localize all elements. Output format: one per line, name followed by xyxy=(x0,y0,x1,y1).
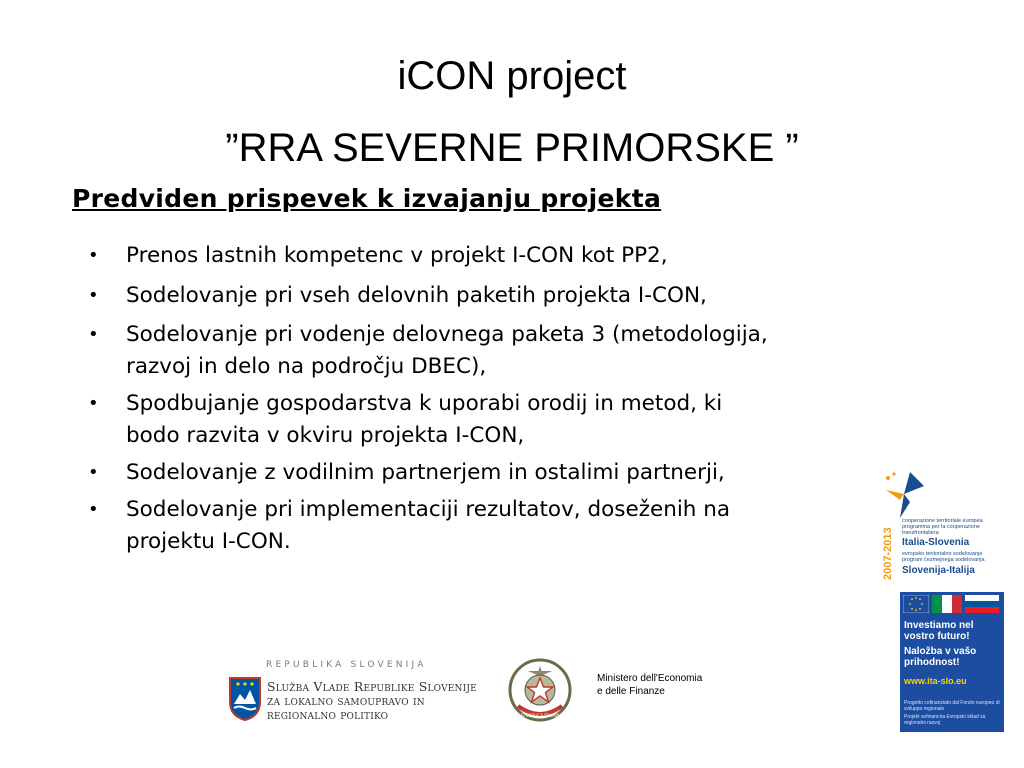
coop-line3: transfrontaliera xyxy=(902,530,939,536)
coop-text-italian xyxy=(902,518,998,536)
mef-line1: Ministero dell'Economia xyxy=(597,673,703,684)
bullet-text: Sodelovanje z vodilnim partnerjem in ostalimi partnerji, xyxy=(126,460,725,485)
eu-slogan-it-2: vostro futuro! xyxy=(904,631,970,642)
eu-cofinance-sl: Projekt sofinancira Evropski sklad za regionalni razvoj xyxy=(904,714,986,726)
programme-years xyxy=(882,524,896,580)
coop-line2: programma per la cooperazione xyxy=(902,524,980,530)
bullet-item xyxy=(88,319,778,383)
eu-slogan-it-1: Investiamo nel xyxy=(904,620,974,631)
page-title: iCON project xyxy=(397,54,627,98)
bullet-icon: • xyxy=(88,324,99,345)
bullet-icon: • xyxy=(88,462,99,483)
coop-slovenija-italija: Slovenija-Italija xyxy=(902,565,975,576)
page-title-line2: ”RRA SEVERNE PRIMORSKE ” xyxy=(225,126,799,170)
eu-slogan-sl-2: prihodnost! xyxy=(904,657,960,668)
bullet-text: Sodelovanje pri implementaciji rezultatov, doseženih na projektu I-CON. xyxy=(126,497,731,554)
programme-years-text: 2007-2013 xyxy=(882,527,894,580)
coop-italia-slovenia: Italia-Slovenia xyxy=(902,537,970,548)
svlr-logo-text xyxy=(267,680,477,722)
republika-slovenija-header: REPUBLIKA SLOVENIJA xyxy=(266,660,427,670)
svlr-line3: regionalno politiko xyxy=(267,707,389,722)
emblem-ring-text: REPUBBLICA ITALIANA xyxy=(517,713,563,718)
bullet-list xyxy=(88,240,778,563)
slovenia-coat-of-arms-icon xyxy=(228,676,262,722)
bullet-item xyxy=(88,240,778,272)
bullet-icon: • xyxy=(88,245,99,266)
eu-cofinance-it: Progetto cofinanziato dal Fondo europeo di sviluppo regionale xyxy=(904,700,1000,712)
coop-line1: cooperazione territoriale europea xyxy=(902,518,983,524)
svlr-line1: Služba Vlade Republike Slovenije xyxy=(267,679,477,694)
slovenia-flag-icon xyxy=(965,595,999,613)
bullet-item xyxy=(88,457,778,489)
svlr-line2: za lokalno samoupravo in xyxy=(267,693,425,708)
bullet-icon: • xyxy=(88,285,99,306)
coop-line5: program čezmejnega sodelovanja xyxy=(902,557,985,563)
eu-url: www.ita-slo.eu xyxy=(904,676,967,686)
programme-star-icon xyxy=(880,468,930,524)
bullet-item xyxy=(88,388,778,452)
bullet-item xyxy=(88,277,778,314)
bullet-text: Sodelovanje pri vseh delovnih paketih projekta I-CON, xyxy=(126,283,707,308)
mef-line2: e delle Finanze xyxy=(597,686,665,697)
italy-flag-icon xyxy=(932,595,962,613)
coop-line4: evropsko teritorialno sodelovanje xyxy=(902,551,983,557)
eu-slogan-sl-1: Naložba v vašo xyxy=(904,646,977,657)
bullet-text: Sodelovanje pri vodenje delovnega paketa 3 (metodologija, razvoj in delo na področju DBEC), xyxy=(126,322,768,379)
bullet-text: Prenos lastnih kompetenc v projekt I-CON kot PP2, xyxy=(126,243,668,268)
italian-republic-emblem-icon xyxy=(506,656,574,724)
section-subtitle: Predviden prispevek k izvajanju projekta xyxy=(72,184,662,213)
mef-logo-text xyxy=(597,672,702,698)
bullet-item xyxy=(88,494,778,558)
bullet-icon: • xyxy=(88,393,99,414)
bullet-icon: • xyxy=(88,499,99,520)
eu-flag-icon xyxy=(903,595,929,613)
bullet-text: Spodbujanje gospodarstva k uporabi orodij in metod, ki bodo razvita v okviru projekta I-CON, xyxy=(126,391,723,448)
italia-slovenia-programme-logo xyxy=(880,468,998,582)
eu-funding-panel xyxy=(900,592,1004,732)
coop-text-slovene xyxy=(902,551,998,563)
